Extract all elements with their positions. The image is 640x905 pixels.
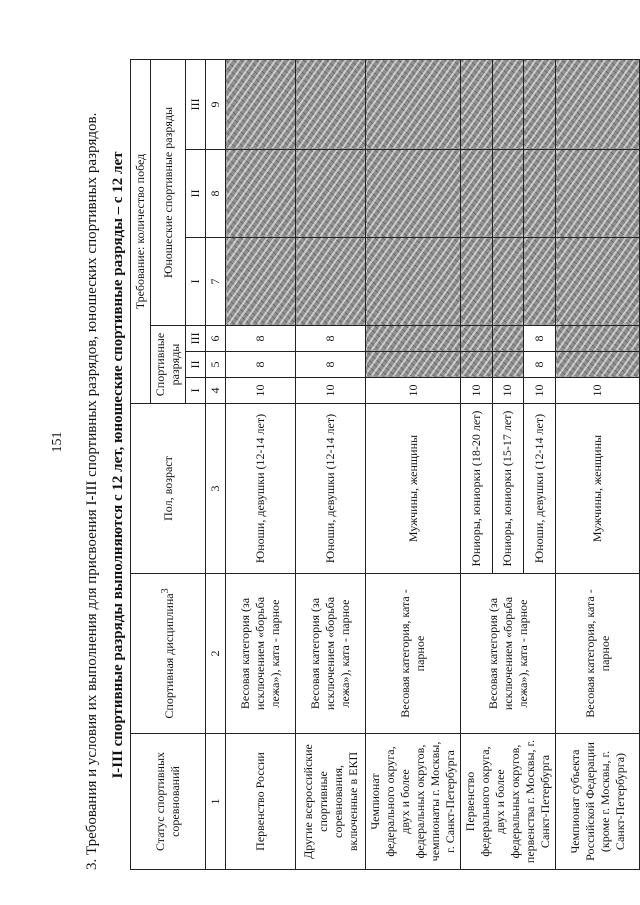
shaded-cell [366,59,461,149]
value-cell: 10 [296,378,366,404]
shaded-cell [226,59,296,149]
discipline-cell: Весовая категория (за исключением «борьба лежа»), ката - парное [296,574,366,734]
shaded-cell [366,238,461,326]
shaded-cell [226,150,296,238]
value-cell: 8 [524,326,556,352]
table-row [556,59,640,869]
gender-age-cell: Мужчины, женщины [366,404,461,574]
header-rank-ii: II [186,352,206,378]
shaded-cell [556,59,640,149]
column-number: 1 [206,734,226,870]
header-status: Статус спортивных соревнований [131,734,206,870]
gender-age-cell: Юноши, девушки (12-14 лет) [226,404,296,574]
header-requirement: Требование: количество побед [131,59,151,403]
column-number: 2 [206,574,226,734]
shaded-cell [556,352,640,378]
shaded-cell [226,238,296,326]
shaded-cell [524,238,556,326]
rotated-page-content [40,60,640,870]
shaded-cell [296,59,366,149]
value-cell: 10 [366,378,461,404]
column-number: 7 [206,238,226,326]
shaded-cell [524,150,556,238]
header-discipline: Спортивная дисциплина$^3$ [131,574,206,734]
header-youth-ranks: Юношеские спортивные разряды [151,59,186,325]
section-heading: 3. Требования и условия их выполнения для присвоения I-III спортивных разрядов, юношеских спортивных разрядов. [84,112,100,870]
discipline-cell: Весовая категория, ката - парное [366,574,461,734]
table-row [296,59,366,869]
shaded-cell [492,326,524,352]
header-sport-ranks: Спортивные разряды [151,326,186,404]
table-subheading: I-III спортивные разряды выполняются с 12 лет, юношеские спортивные разряды – с 12 лет [110,151,126,779]
shaded-cell [492,150,524,238]
gender-age-cell: Мужчины, женщины [556,404,640,574]
gender-age-cell: Юниоры, юниорки (15-17 лет) [492,404,524,574]
value-cell: 10 [556,378,640,404]
header-gender-age: Пол, возраст [131,404,206,574]
shaded-cell [461,352,493,378]
header-youth-rank-i: I [186,238,206,326]
value-cell: 10 [226,378,296,404]
shaded-cell [461,326,493,352]
shaded-cell [556,326,640,352]
shaded-cell [556,238,640,326]
column-number: 6 [206,326,226,352]
table-row [366,59,461,869]
shaded-cell [366,326,461,352]
status-cell: Первенство России [226,734,296,870]
header-youth-rank-iii: III [186,59,206,149]
column-number: 9 [206,59,226,149]
shaded-cell [296,150,366,238]
shaded-cell [524,59,556,149]
header-rank-i: I [186,378,206,404]
shaded-cell [461,150,493,238]
discipline-cell: Весовая категория (за исключением «борьба лежа»), ката - парное [226,574,296,734]
status-cell: Чемпионат федерального округа, двух и более федеральных округов, чемпионаты г. Москвы, г. Санкт-Петербурга [366,734,461,870]
gender-age-cell: Юниоры, юниорки (18-20 лет) [461,404,493,574]
column-number: 8 [206,150,226,238]
status-cell: Чемпионат субъекта Российской Федерации (кроме г. Москвы, г. Санкт-Петербурга) [556,734,640,870]
value-cell: 8 [524,352,556,378]
shaded-cell [461,238,493,326]
table-row [461,59,493,869]
column-number: 3 [206,404,226,574]
header-rank-iii: III [186,326,206,352]
discipline-cell: Весовая категория, ката - парное [556,574,640,734]
value-cell: 10 [524,378,556,404]
value-cell: 10 [461,378,493,404]
value-cell: 8 [296,352,366,378]
value-cell: 8 [226,352,296,378]
shaded-cell [492,238,524,326]
status-cell: Первенство федерального округа, двух и более федеральных округов, первенства г. Москвы, г. Санкт-Петербурга [461,734,556,870]
shaded-cell [492,59,524,149]
gender-age-cell: Юноши, девушки (12-14 лет) [524,404,556,574]
column-numbers-row [206,59,226,869]
shaded-cell [296,238,366,326]
column-number: 4 [206,378,226,404]
column-number: 5 [206,352,226,378]
page-number: 151 [50,431,65,453]
shaded-cell [492,352,524,378]
gender-age-cell: Юноши, девушки (12-14 лет) [296,404,366,574]
shaded-cell [366,150,461,238]
shaded-cell [366,352,461,378]
value-cell: 8 [226,326,296,352]
status-cell: Другие всероссийские спортивные соревнования, включенные в ЕКП [296,734,366,870]
table-row [226,59,296,869]
value-cell: 8 [296,326,366,352]
shaded-cell [461,59,493,149]
shaded-cell [556,150,640,238]
value-cell: 10 [492,378,524,404]
header-youth-rank-ii: II [186,150,206,238]
discipline-cell: Весовая категория (за исключением «борьба лежа»), ката - парное [461,574,556,734]
requirements-table [130,59,640,870]
